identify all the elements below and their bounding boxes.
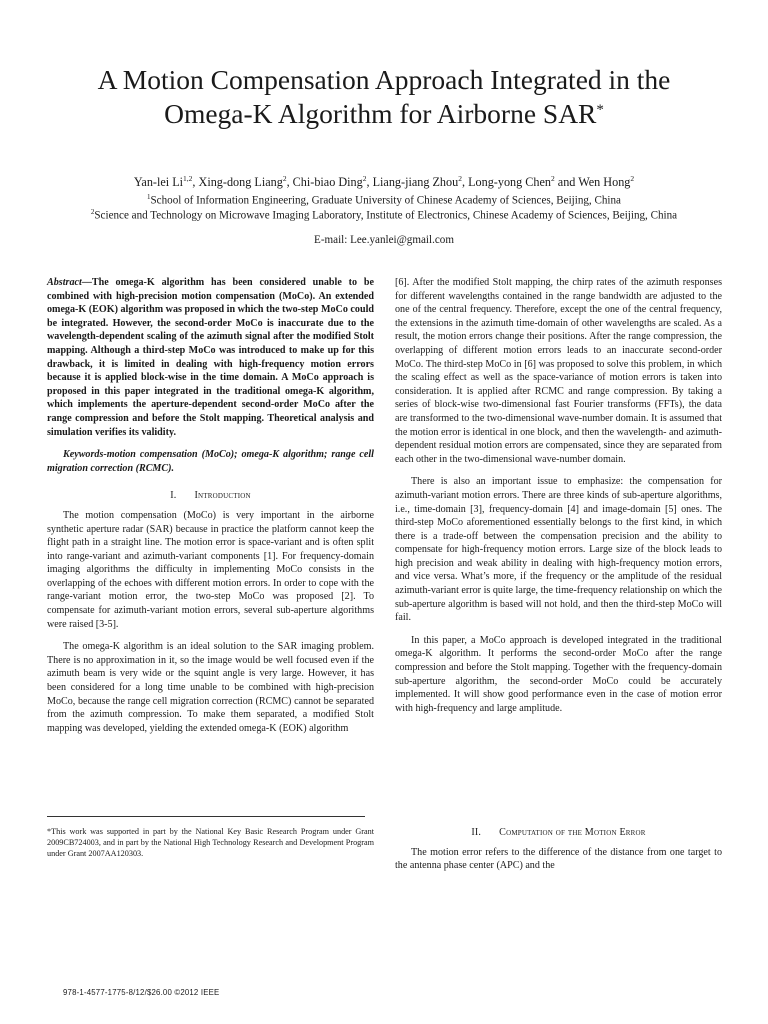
right-column xyxy=(395,276,722,724)
keywords: Keywords-motion compensation (MoCo); omega-K algorithm; range cell migration correction (RCMC). xyxy=(47,449,374,474)
abstract-text: —The omega-K algorithm has been considered unable to be combined with high-precision motion compensation (MoCo). An extended omega-K (EOK) algorithm was proposed in which the two-step MoCo could be integrated. However, the second-order MoCo is inaccurate due to the wavelength-dependent scaling of the azimuth signal after the modified Stolt mapping. Although a third-step MoCo was introduced to make up for this drawback, it is limited in dealing with high-frequency motion errors because it is applied block-wise in the time domain. A MoCo approach is proposed in this paper integrated in the traditional omega-K algorithm, which implements the aperture-dependent second-order MoCo after the range compression and before the Stolt mapping. Theoretical analysis and simulation verifies its validity. xyxy=(47,277,374,438)
affiliation-2-mark: 2 xyxy=(90,208,95,216)
author-name: Liang-jiang Zhou xyxy=(372,175,459,190)
section-title: Computation of the Motion Error xyxy=(499,827,646,838)
section-title: Introduction xyxy=(194,490,251,502)
author-name: Chi-biao Ding xyxy=(292,175,363,190)
author-email: E-mail: Lee.yanlei@gmail.com xyxy=(314,234,454,246)
affiliation-1-text: School of Information Engineering, Graduate University of Chinese Academy of Sciences, Beijing, China xyxy=(150,194,621,207)
author-affil-mark: 2 xyxy=(458,174,462,183)
title-footnote-mark: * xyxy=(596,102,604,118)
author-affil-mark: 2 xyxy=(630,174,635,183)
body-paragraph-continued: [6]. After the modified Stolt mapping, the chirp rates of the azimuth responses for different wavelengths contained in the range bandwidth are adjusted to the one of the central frequency. Therefore, except the one of the central frequency, the extensions in the azimuth time-domain of other wavelengths are scaled. As a result, the motion errors change their positions. After the range compression, the overlapping of different motion errors leads to an inaccurate second-order MoCo. The third-step MoCo in [6] was proposed to solve this problem, in which the scaling effect as well as the space-variance of motion errors is taken into consideration. It is applied after RCMC and range compression. By taking a series of block-wise two-dimensional fast Fourier transforms (FFTs), the data are transformed to the two-dimensional wave-number domain. It is assumed that the motion error is identical in one block, and then the wavelength- and azimuth- dependent residual motion errors are compensated, since they are separated from each other in the two-dimensional wave-number domain. xyxy=(395,277,722,465)
author-separator: , xyxy=(366,175,373,190)
copyright-notice: 978-1-4577-1775-8/12/$26.00 ©2012 IEEE xyxy=(63,988,220,997)
abstract-lead: Abstract xyxy=(47,277,82,288)
author-separator: , xyxy=(461,175,469,190)
author-affil-mark: 2 xyxy=(551,174,555,183)
title-line-2-text: Omega-K Algorithm for Airborne SAR xyxy=(164,98,597,129)
author-name: Xing-dong Liang xyxy=(198,175,283,190)
section-number: I. xyxy=(170,490,177,502)
body-paragraph-proposal: In this paper, a MoCo approach is developed integrated in the traditional omega-K algorithm. It performs the second-order MoCo after the range compression and before the Stolt mapping. Together with the frequency-domain sub-aperture algorithm, the second-order MoCo could be accurately implemented. It will show good performance even in the case of motion error with high-frequency and large amplitude. xyxy=(395,634,722,714)
author-affil-mark: 1,2 xyxy=(183,174,193,183)
author-name: Long-yong Chen xyxy=(468,175,551,190)
author-separator: , xyxy=(192,175,199,190)
left-column xyxy=(47,276,374,744)
section-heading-introduction xyxy=(47,489,374,503)
author-affil-mark: 2 xyxy=(282,174,287,183)
funding-footnote: *This work was supported in part by the National Key Basic Research Program under Grant 2009CB724003, and in part by the National High Technology Research and Development Program under Grant 2007AA120303. xyxy=(47,827,374,858)
body-paragraph-subaperture: There is also an important issue to emphasize: the compensation for azimuth-variant motion errors. There are three kinds of sub-aperture algorithms, i.e., time-domain [3], frequency-domain [4] and image-domain [5] ones. The third-step MoCo aforementioned essentially belongs to the first kind, in which there is a trade-off between the compensation precision and the ability to compensate for high-frequency motion errors. Large size of the block leads to high precision and weak ability in dealing with high-frequency motion errors, and vice versa. What’s more, if the frequency or the amplitude of the residual azimuth-variant error is quite large, the time-frequency relationship on which the sub-aperture algorithm is based will not hold, and then the third-step MoCo will fail. xyxy=(395,476,722,624)
affiliation-2-text: Science and Technology on Microwave Imaging Laboratory, Institute of Electronics, Chinese Academy of Sciences, Beijing, China xyxy=(94,209,678,222)
section-heading-motion-error xyxy=(395,826,722,840)
section-number: II. xyxy=(471,827,482,838)
author-name: Yan-lei Li xyxy=(133,175,184,190)
intro-paragraph-1: The motion compensation (MoCo) is very important in the airborne synthetic aperture radar (SAR) because in practice the platform cannot keep the flight path in a straight line. The motion error is space-variant and is often split into range-variant and azimuth-variant components [1]. For frequency-domain imaging algorithms the difficulty in implementing MoCo consists in the overlapping of the echoes with different motion errors. In order to cope with the range-variant motion error, the two-step MoCo was proposed [2]. To compensate for azimuth-variant motion errors, several sub-aperture algorithms were raised [3-5]. xyxy=(47,509,374,630)
author-affil-mark: 2 xyxy=(362,174,367,183)
author-list xyxy=(20,171,748,190)
footnote-divider xyxy=(47,816,365,817)
affiliation-1-mark: 1 xyxy=(147,193,151,201)
title-line-1: A Motion Compensation Approach Integrated in the xyxy=(97,64,671,95)
author-separator: and xyxy=(554,175,579,190)
section-2-paragraph-1: The motion error refers to the difference of the distance from one target to the antenna phase center (APC) and the xyxy=(395,846,722,872)
author-name: Wen Hong xyxy=(578,175,631,190)
section-2-start xyxy=(395,826,722,873)
affiliation-2 xyxy=(30,206,738,223)
abstract xyxy=(47,276,374,439)
paper-title xyxy=(40,63,728,131)
title-line-2 xyxy=(40,97,728,131)
intro-paragraph-2: The omega-K algorithm is an ideal solution to the SAR imaging problem. There is no approximation in it, so the image would be well focused even if the azimuth beam is very wide or the squint angle is very large. However, it has been considered for a long time unable to be combined with high-precision MoCo, because the range cell migration correction (RCMC) cannot be separated from the azimuth compression. To make them separated, a modified Stolt mapping was developed, yielding the extended omega-K (EOK) algorithm xyxy=(47,641,374,734)
author-separator: , xyxy=(286,175,293,190)
